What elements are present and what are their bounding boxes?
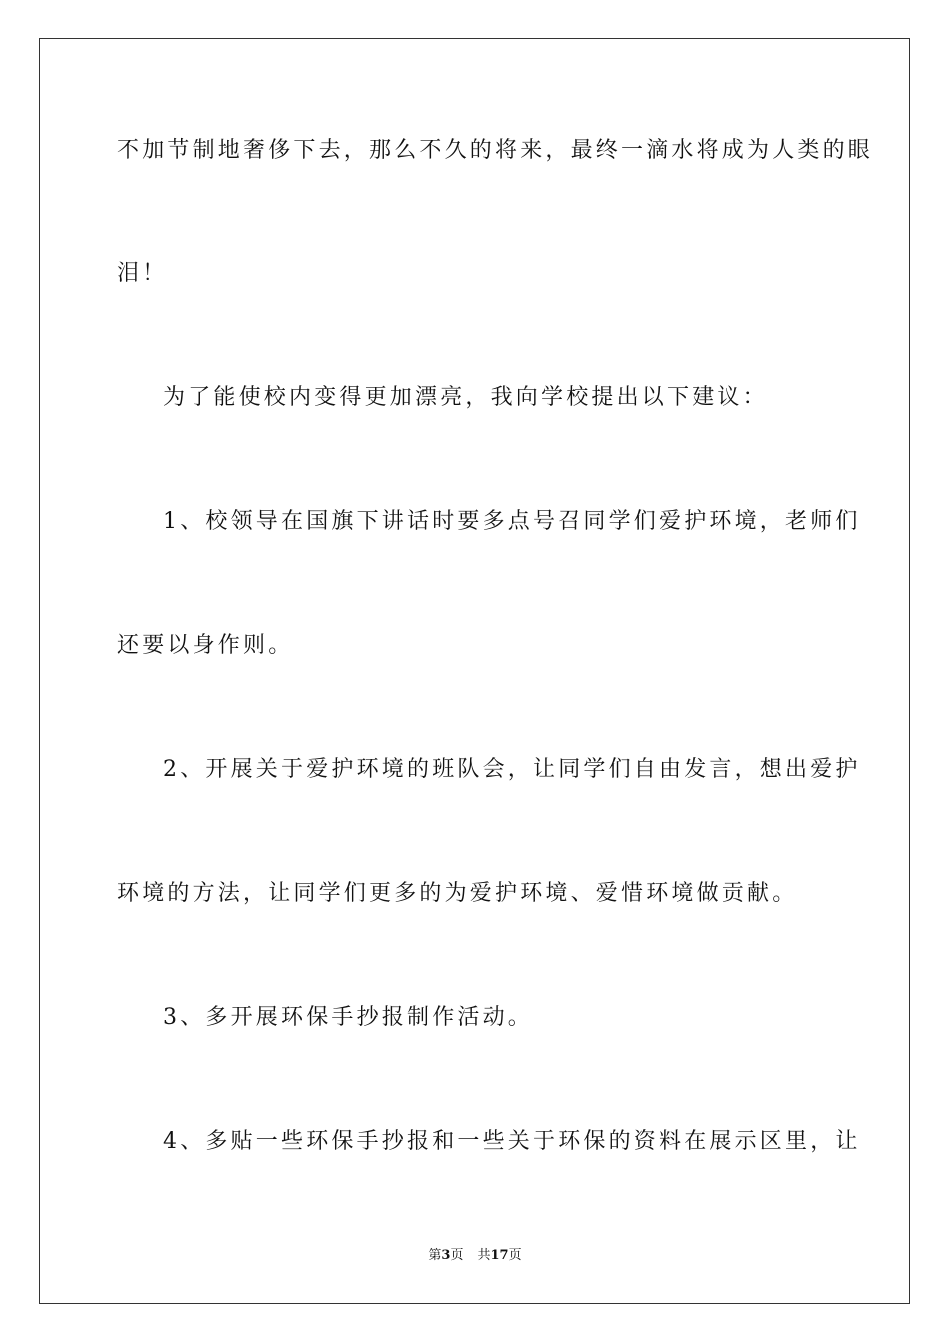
- paragraph-line-7: 环境的方法，让同学们更多的为爱护环境、爱惜环境做贡献。: [117, 881, 798, 906]
- paragraph-line-5: 还要以身作则。: [117, 633, 294, 658]
- paragraph-line-8: 3、多开展环保手抄报制作活动。: [163, 1005, 533, 1030]
- paragraph-line-2: 泪！: [117, 261, 168, 286]
- page-prefix: 第: [428, 1248, 442, 1263]
- paragraph-line-3: 为了能使校内变得更加漂亮，我向学校提出以下建议：: [163, 385, 768, 410]
- total-pages: 17: [490, 1248, 509, 1263]
- paragraph-line-6: 2、开展关于爱护环境的班队会，让同学们自由发言，想出爱护: [163, 757, 861, 782]
- page-suffix: 页: [450, 1248, 464, 1263]
- paragraph-line-4: 1、校领导在国旗下讲话时要多点号召同学们爱护环境，老师们: [163, 509, 861, 534]
- paragraph-line-1: 不加节制地奢侈下去，那么不久的将来，最终一滴水将成为人类的眼: [117, 138, 874, 163]
- page-number: 3: [441, 1248, 451, 1263]
- total-prefix: 共: [477, 1248, 491, 1263]
- page-border: [39, 38, 910, 1304]
- paragraph-line-9: 4、多贴一些环保手抄报和一些关于环保的资料在展示区里，让: [163, 1129, 861, 1154]
- page-footer: [0, 1248, 950, 1264]
- total-suffix: 页: [508, 1248, 522, 1263]
